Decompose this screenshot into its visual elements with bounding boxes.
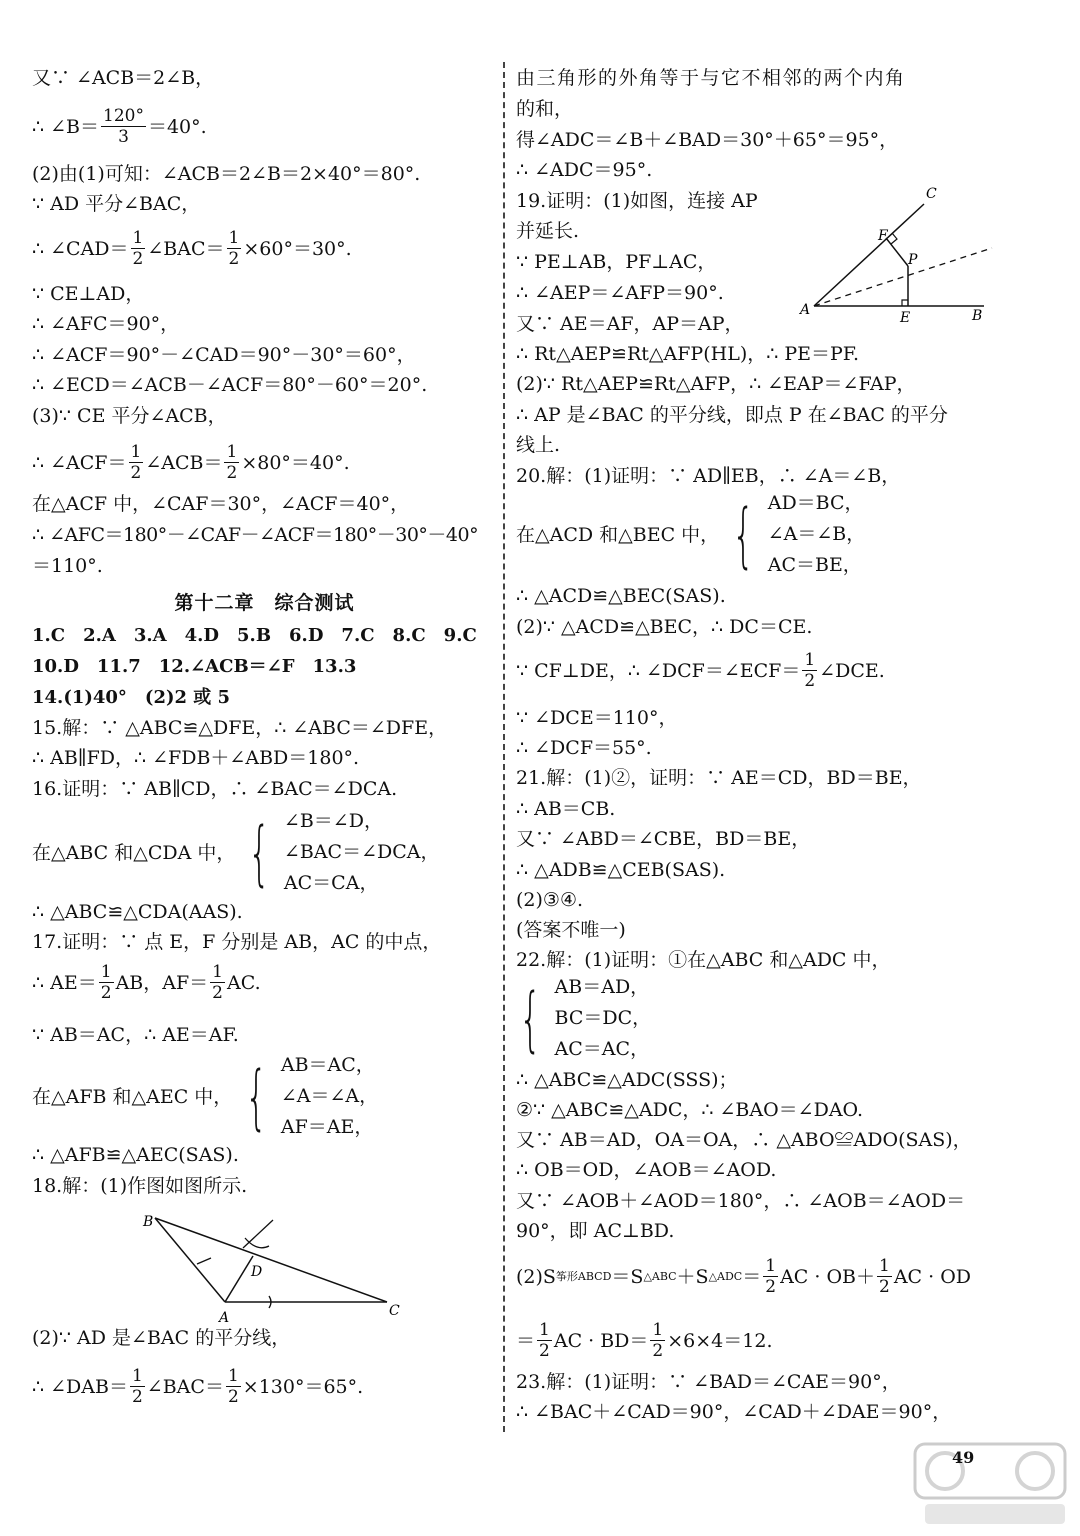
text-line: ②∵ △ABC≌△ADC，∴ ∠BAO＝∠DAO. [516, 1099, 864, 1121]
text-line: ∴ Rt△AEP≌Rt△AFP(HL)，∴ PE＝PF. [516, 343, 860, 365]
label-c: C [926, 186, 937, 202]
text-line: ∴ AB∥FD，∴ ∠FDB＋∠ABD＝180°. [32, 747, 360, 769]
text-line: ∴ △ABC≌△CDA(AAS). [32, 901, 243, 923]
text-line: ∴ ∠AFC＝180°－∠CAF－∠ACF＝180°－30°－40° [32, 524, 479, 546]
equation-system: { AB＝AD， BC＝DC， AC＝AC， [519, 976, 652, 1060]
text-line: 又∵ ∠AOB＋∠AOD＝180°，∴ ∠AOB＝∠AOD＝ [516, 1190, 966, 1212]
text-line: ∵ AB＝AC，∴ AE＝AF. [32, 1024, 239, 1046]
equation-system: 在△ABC 和△CDA 中， { ∠B＝∠D， ∠BAC＝∠DCA， AC＝CA， [32, 810, 440, 894]
answer-line: 10.D 11.7 12.∠ACB＝∠F 13.3 [32, 656, 357, 677]
text-line: ＝ $\frac{1}{2}$ AC · BD＝ $\frac{1}{2}$ ×6×4＝12. [516, 1320, 773, 1361]
equation-system: 在△AFB 和△AEC 中， { AB＝AC， ∠A＝∠A， AF＝AE， [32, 1054, 379, 1138]
text-line: ∵ AD 平分∠BAC， [32, 193, 201, 215]
text-line: 20.解：(1)证明：∵ AD∥EB，∴ ∠A＝∠B， [516, 465, 901, 487]
label-b: B [972, 308, 983, 324]
brace-icon: { [245, 1055, 268, 1138]
text-line: ∵ ∠DCE＝110°， [516, 707, 678, 729]
column-divider [503, 62, 505, 1432]
text-line: 21.解：(1)②，证明：∵ AE＝CD，BD＝BE， [516, 767, 922, 789]
text-line: (2)由(1)可知：∠ACB＝2∠B＝2×40°＝80°. [32, 163, 421, 185]
text-line: ∴ ∠BAC＋∠CAD＝90°，∠CAD＋∠DAE＝90°， [516, 1401, 952, 1423]
text-line: 又∵ ∠ACB＝2∠B， [32, 67, 215, 89]
label-a: A [219, 1310, 230, 1326]
text-line: ∵ CE⊥AD， [32, 283, 145, 305]
text-line: 线上. [516, 434, 561, 456]
label-c: C [389, 1303, 400, 1319]
label-a: A [800, 302, 811, 318]
text-line: ∴ AB＝CB. [516, 798, 616, 820]
brace-icon: { [732, 493, 755, 576]
text-line: 15.解：∵ △ABC≌△DFE，∴ ∠ABC＝∠DFE， [32, 717, 448, 739]
text-line: ∴ ∠AFC＝90°， [32, 313, 180, 335]
text-line: ∴ △AFB≌△AEC(SAS). [32, 1144, 239, 1166]
text-line: 90°，即 AC⊥BD. [516, 1220, 675, 1242]
text-line: 23.解：(1)证明：∵ ∠BAD＝∠CAE＝90°， [516, 1371, 901, 1393]
text-line: ∴ AE＝ $\frac{1}{2}$ AB，AF＝ $\frac{1}{2}$ AC. [32, 962, 261, 1003]
text-line: ∴ ∠ACF＝ $\frac{1}{2}$ ∠ACB＝ $\frac{1}{2}$ ×80°＝40°. [32, 442, 350, 483]
text-line: (2)③④. [516, 889, 584, 911]
text-line: (2)S 筝形ABCD ＝S △ABC ＋S △ADC ＝ $\frac{1}{2}$ AC · OB＋ $\frac{1}{2}$ AC · OD [516, 1256, 971, 1297]
figure-18 [137, 1200, 437, 1340]
text-line: 19.证明：(1)如图，连接 AP [516, 190, 758, 212]
answer-line: 14.(1)40° (2)2 或 5 [32, 687, 231, 708]
text-line: 的和， [516, 98, 574, 120]
text-line: (2)∵ Rt△AEP≌Rt△AFP，∴ ∠EAP＝∠FAP， [516, 373, 916, 395]
text-line: 在△ACF 中，∠CAF＝30°，∠ACF＝40°， [32, 493, 410, 515]
text-line: 又∵ AB＝AD，OA＝OA，∴ △ABO≌ADO(SAS)， [516, 1129, 972, 1151]
answer-line: 1.C 2.A 3.A 4.D 5.B 6.D 7.C 8.C 9.C [32, 625, 477, 646]
text-line: ∴ OB＝OD，∠AOB＝∠AOD. [516, 1159, 777, 1181]
text-line: 由三角形的外角等于与它不相邻的两个内角 [516, 67, 906, 89]
figure-19 [796, 182, 996, 324]
text-line: ∴ ∠DAB＝ $\frac{1}{2}$ ∠BAC＝ $\frac{1}{2}$ ×130°＝65°. [32, 1366, 364, 1407]
text-line: ∴ AP 是∠BAC 的平分线，即点 P 在∠BAC 的平分 [516, 404, 948, 426]
text-line: ∴ ∠CAD＝ $\frac{1}{2}$ ∠BAC＝ $\frac{1}{2}$ ×60°＝30°. [32, 228, 352, 269]
text-line: ∴ ∠ACF＝90°－∠CAD＝90°－30°＝60°， [32, 344, 416, 366]
label-e: E [900, 310, 911, 324]
text-line: (答案不唯一) [516, 919, 626, 941]
brace-icon: { [519, 977, 542, 1060]
text-line: 又∵ AE＝AF，AP＝AP， [516, 313, 744, 335]
text-line: ∵ PE⊥AB，PF⊥AC， [516, 251, 717, 273]
page-number: 49 [952, 1448, 975, 1467]
text-line: (3)∵ CE 平分∠ACB， [32, 405, 227, 427]
text-line: ∵ CF⊥DE，∴ ∠DCF＝∠ECF＝ $\frac{1}{2}$ ∠DCE. [516, 650, 885, 691]
text-line: ∴ △ADB≌△CEB(SAS). [516, 859, 726, 881]
text-line: ∴ ∠B＝ $\frac{120^\circ}{3}$ ＝40°. [32, 106, 207, 147]
brace-icon: { [248, 811, 271, 894]
label-d: D [251, 1264, 263, 1280]
text-line: 16.证明：∵ AB∥CD，∴ ∠BAC＝∠DCA. [32, 778, 398, 800]
text-line: 22.解：(1)证明：①在△ABC 和△ADC 中， [516, 949, 891, 971]
text-line: 又∵ ∠ABD＝∠CBE，BD＝BE， [516, 828, 811, 850]
text-line: 18.解：(1)作图如图所示. [32, 1175, 248, 1197]
section-heading: 第十二章 综合测试 [174, 592, 355, 614]
text-line: (2)∵ △ACD≌△BEC，∴ DC＝CE. [516, 616, 813, 638]
text-line: 得∠ADC＝∠B＋∠BAD＝30°＋65°＝95°， [516, 129, 899, 151]
label-f: F [878, 228, 888, 244]
text-line: ∴ ∠ECD＝∠ACB－∠ACF＝80°－60°＝20°. [32, 374, 428, 396]
text-line: ∴ ∠DCF＝55°. [516, 737, 652, 759]
text-line: 17.证明：∵ 点 E，F 分别是 AB，AC 的中点， [32, 931, 442, 953]
text-line: ∴ △ABC≌△ADC(SSS)； [516, 1069, 738, 1091]
watermark-logo-icon [895, 1440, 1075, 1530]
label-b: B [143, 1214, 154, 1230]
text-line: (2)∵ AD 是∠BAC 的平分线， [32, 1327, 291, 1349]
text-line: ＝110°. [32, 555, 103, 577]
label-p: P [908, 252, 918, 268]
text-line: ∴ ∠ADC＝95°. [516, 159, 653, 181]
text-line: ∴ ∠AEP＝∠AFP＝90°. [516, 282, 724, 304]
equation-system: 在△ACD 和△BEC 中， { AD＝BC， ∠A＝∠B， AC＝BE， [516, 492, 866, 576]
text-line: 并延长. [516, 220, 580, 242]
fraction: $\frac{120^\circ}{3}$ [103, 106, 144, 147]
text-line: ∴ △ACD≌△BEC(SAS). [516, 585, 726, 607]
